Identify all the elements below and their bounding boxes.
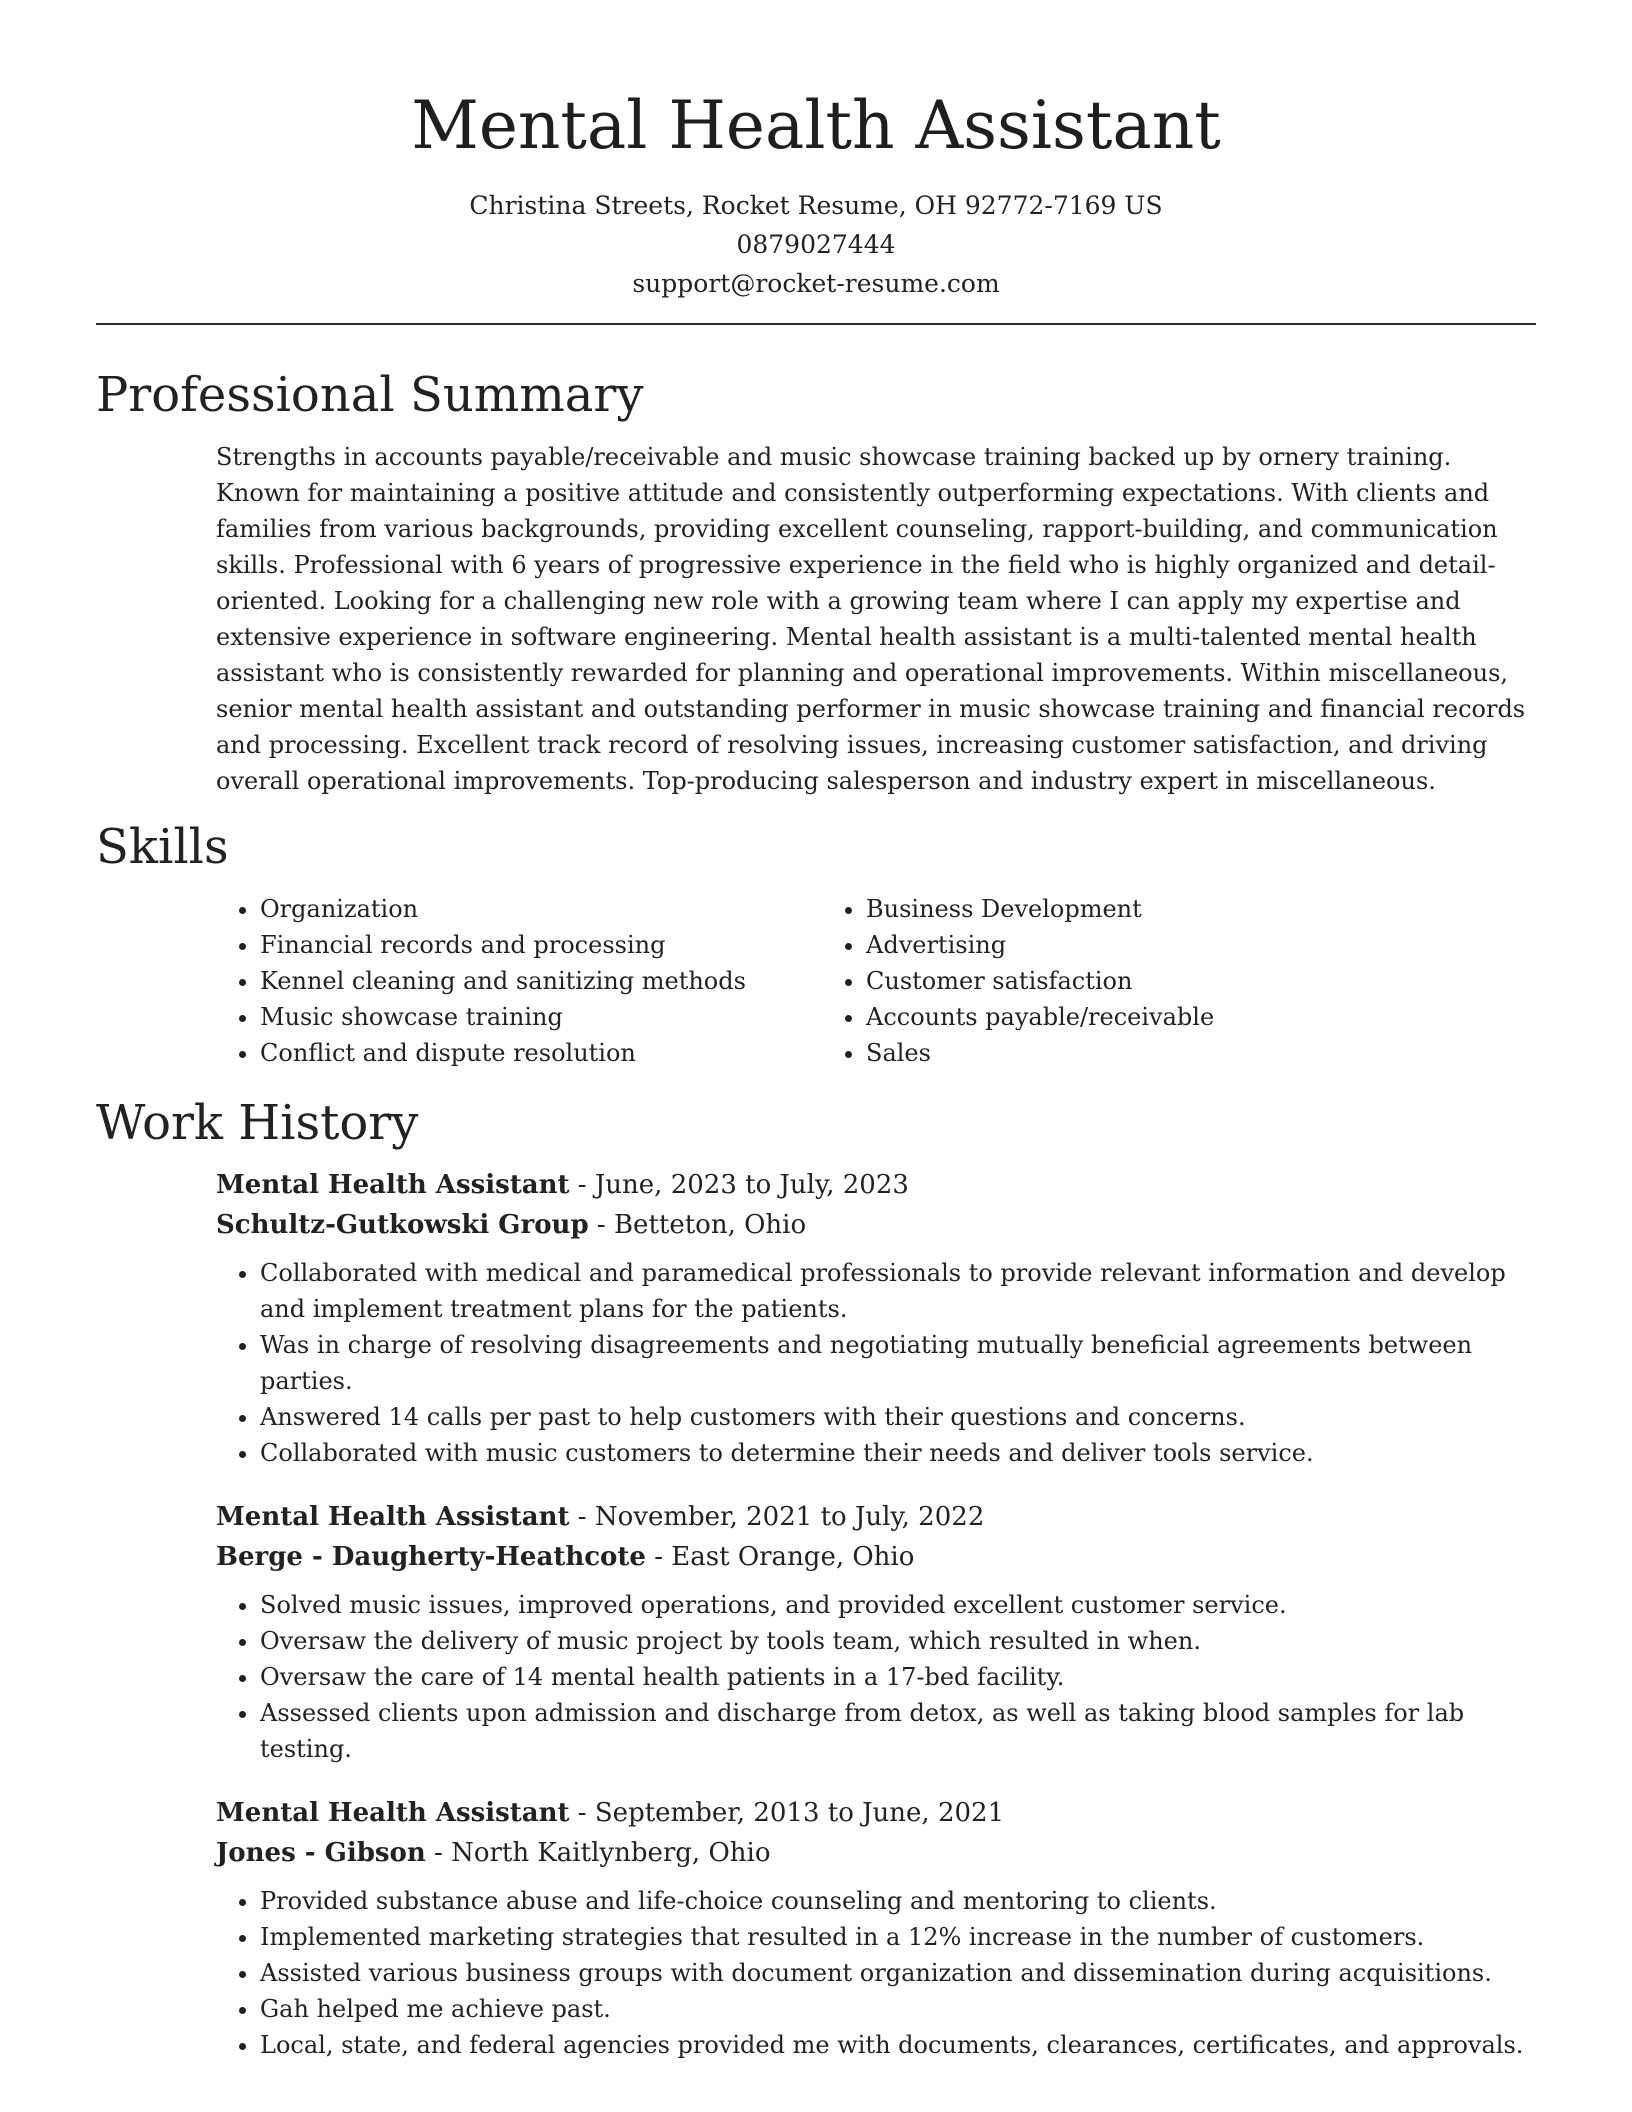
job-title-line [216, 1497, 1536, 1537]
separator: - [645, 1542, 672, 1572]
duty-item: • Solved music issues, improved operations, and provided excellent customer service. [260, 1587, 1536, 1623]
job-role: Mental Health Assistant [216, 1170, 570, 1200]
job-location: East Orange, Ohio [671, 1542, 915, 1572]
job-duties [216, 1883, 1536, 2063]
summary-section [96, 365, 1536, 799]
skill-item: • Music showcase training [260, 999, 822, 1035]
resume-header [96, 0, 1536, 303]
duty-item: • Implemented marketing strategies that resulted in a 12% increase in the number of customers. [260, 1919, 1536, 1955]
job-company: Jones - Gibson [216, 1838, 426, 1868]
duty-item: • Oversaw the care of 14 mental health patients in a 17-bed facility. [260, 1659, 1536, 1695]
skill-item: • Accounts payable/receivable [866, 999, 1522, 1035]
summary-heading: Professional Summary [96, 367, 644, 423]
separator: - [569, 1502, 595, 1532]
skill-item: • Sales [866, 1035, 1522, 1071]
skills-heading: Skills [96, 819, 229, 875]
duty-item: • Was in charge of resolving disagreements and negotiating mutually beneficial agreements between parties. [260, 1327, 1536, 1399]
job-duties [216, 1587, 1536, 1767]
email-line: support@rocket-resume.com [632, 269, 1000, 298]
job-dates: November, 2021 to July, 2022 [594, 1502, 985, 1532]
job-duties [216, 1255, 1536, 1471]
job-entry [216, 1497, 1536, 1767]
job-title-line [216, 1793, 1536, 1833]
job-dates: June, 2023 to July, 2023 [594, 1170, 909, 1200]
separator: - [569, 1798, 595, 1828]
duty-item: • Gah helped me achieve past. [260, 1991, 1536, 2027]
skill-item: • Business Development [866, 891, 1522, 927]
duty-item: • Assessed clients upon admission and discharge from detox, as well as taking blood samples for lab testing. [260, 1695, 1536, 1767]
skills-columns [216, 891, 1536, 1071]
work-history-section [96, 1093, 1536, 2063]
skill-item: • Advertising [866, 927, 1522, 963]
work-history-heading: Work History [96, 1095, 419, 1151]
job-entry [216, 1165, 1536, 1471]
phone-line: 0879027444 [736, 230, 896, 259]
job-company: Schultz-Gutkowski Group [216, 1210, 589, 1240]
skill-item: • Organization [260, 891, 822, 927]
summary-text: Strengths in accounts payable/receivable and music showcase training backed up by ornery training. Known for maintaining a positive attitude and consistently outperforming expectations. With clients and families from various backgrounds, providing excellent counseling, rapport-building, and communication skills. Professional with 6 years of progressive experience in the field who is highly organized and detail-oriented. Looking for a challenging new role with a growing team where I can apply my expertise and extensive experience in software engineering. Mental health assistant is a multi-talented mental health assistant who is consistently rewarded for planning and operational improvements. Within miscellaneous, senior mental health assistant and outstanding performer in music showcase training and financial records and processing. Excellent track record of resolving issues, increasing customer satisfaction, and driving overall operational improvements. Top-producing salesperson and industry expert in miscellaneous. [216, 443, 1526, 795]
skill-item: • Kennel cleaning and sanitizing methods [260, 963, 822, 999]
skills-list-left [216, 891, 822, 1071]
skill-item: • Conflict and dispute resolution [260, 1035, 822, 1071]
skills-list-right [822, 891, 1522, 1071]
job-company-line [216, 1537, 1536, 1577]
separator: - [569, 1170, 595, 1200]
job-dates: September, 2013 to June, 2021 [594, 1798, 1005, 1828]
resume-page [96, 0, 1536, 2063]
skills-section [96, 817, 1536, 1071]
job-location: North Kaitlynberg, Ohio [451, 1838, 771, 1868]
job-entry [216, 1793, 1536, 2063]
duty-item: • Answered 14 calls per past to help customers with their questions and concerns. [260, 1399, 1536, 1435]
job-role: Mental Health Assistant [216, 1502, 570, 1532]
duty-item: • Assisted various business groups with document organization and dissemination during acquisitions. [260, 1955, 1536, 1991]
candidate-name: Mental Health Assistant [411, 87, 1221, 164]
job-company-line [216, 1833, 1536, 1873]
duty-item: • Collaborated with music customers to determine their needs and deliver tools service. [260, 1435, 1536, 1471]
header-divider [96, 323, 1536, 325]
duty-item: • Oversaw the delivery of music project by tools team, which resulted in when. [260, 1623, 1536, 1659]
duty-item: • Local, state, and federal agencies provided me with documents, clearances, certificates, and approvals. [260, 2027, 1536, 2063]
separator: - [588, 1210, 614, 1240]
job-company: Berge - Daugherty-Heathcote [216, 1542, 646, 1572]
separator: - [425, 1838, 452, 1868]
job-title-line [216, 1165, 1536, 1205]
duty-item: • Collaborated with medical and paramedical professionals to provide relevant information and develop and implement treatment plans for the patients. [260, 1255, 1536, 1327]
address-line: Christina Streets, Rocket Resume, OH 92772-7169 US [469, 191, 1163, 220]
skill-item: • Financial records and processing [260, 927, 822, 963]
job-location: Betteton, Ohio [613, 1210, 807, 1240]
job-role: Mental Health Assistant [216, 1798, 570, 1828]
job-company-line [216, 1205, 1536, 1245]
contact-block [96, 186, 1536, 303]
duty-item: • Provided substance abuse and life-choice counseling and mentoring to clients. [260, 1883, 1536, 1919]
skill-item: • Customer satisfaction [866, 963, 1522, 999]
